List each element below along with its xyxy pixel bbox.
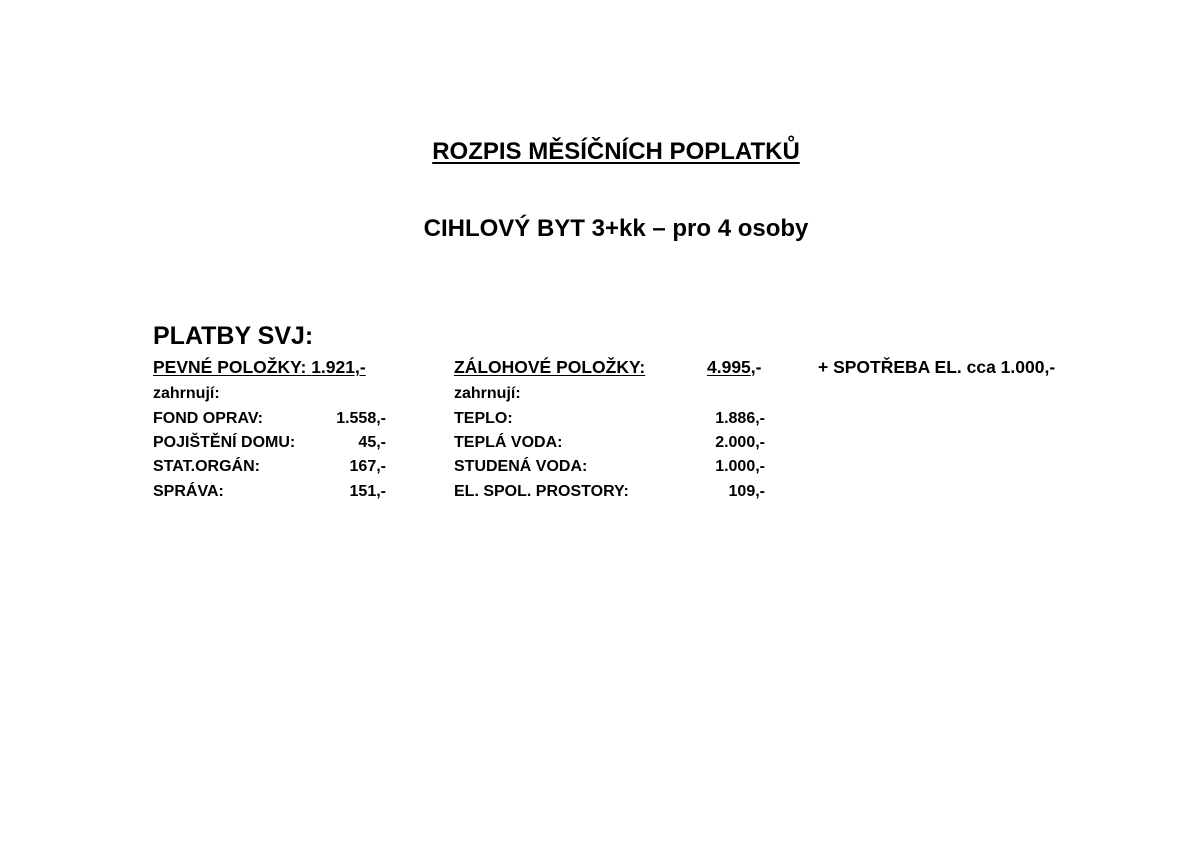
fixed-item-amount: 151,- [349,483,386,500]
fixed-includes-label: zahrnují: [153,385,220,402]
fixed-items-label: PEVNÉ POLOŽKY: [153,357,307,377]
advance-item-label: TEPLO: [454,410,513,427]
document-title: ROZPIS MĚSÍČNÍCH POPLATKŮ [432,138,800,165]
advance-item-amount: 1.000,- [715,458,765,475]
advance-item-label: STUDENÁ VODA: [454,458,588,475]
advance-items-total-suffix: ,- [750,357,762,377]
advance-item-amount: 109,- [728,483,765,500]
fixed-item-amount: 45,- [358,434,386,451]
section-heading: PLATBY SVJ: [153,322,314,350]
fixed-item-amount: 1.558,- [336,410,386,427]
document-subtitle: CIHLOVÝ BYT 3+kk – pro 4 osoby [423,215,809,242]
advance-items-total [707,356,762,378]
advance-item-amount: 2.000,- [715,434,765,451]
fixed-item-amount: 167,- [349,458,386,475]
advance-includes-label: zahrnují: [454,385,521,402]
advance-items-total-value: 4.995 [707,357,751,377]
advance-item-amount: 1.886,- [715,410,765,427]
fixed-item-label: SPRÁVA: [153,483,224,500]
fixed-item-label: FOND OPRAV: [153,410,263,427]
fixed-items-total: 1.921,- [311,357,366,377]
advance-item-label: EL. SPOL. PROSTORY: [454,483,629,500]
advance-item-label: TEPLÁ VODA: [454,434,563,451]
fixed-item-label: POJIŠTĚNÍ DOMU: [153,434,296,451]
fixed-item-label: STAT.ORGÁN: [153,458,260,475]
fixed-items-heading [153,356,366,378]
electricity-consumption-note: + SPOTŘEBA EL. cca 1.000,- [818,357,1056,377]
advance-items-label: ZÁLOHOVÉ POLOŽKY: [454,357,646,377]
